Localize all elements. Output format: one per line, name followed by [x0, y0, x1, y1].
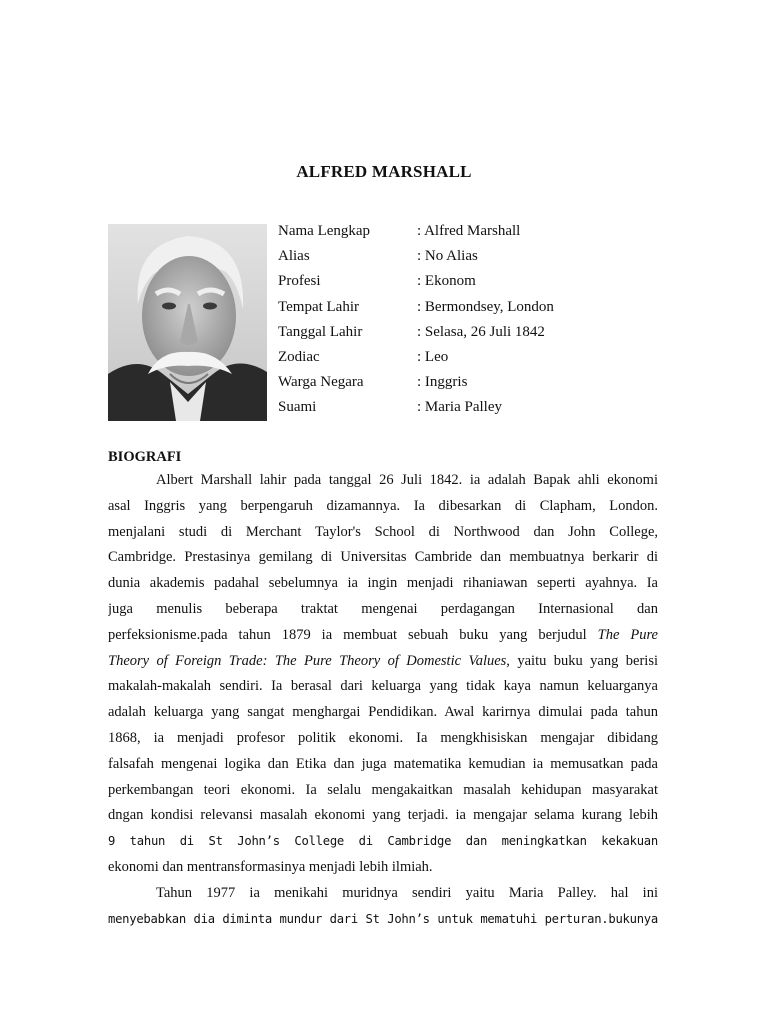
biography-line [108, 623, 658, 649]
profile-value: : Inggris [417, 374, 468, 391]
profile-value: : Alfred Marshall [417, 223, 521, 239]
profile-table [278, 221, 554, 423]
profile-row-spouse [278, 397, 554, 422]
biography-line: 1868, ia menjadi profesor politik ekonomi. Ia mengkhisiskan mengajar dibidang [108, 729, 658, 746]
book-title: The Pure [597, 626, 658, 643]
biography-line: makalah-makalah sendiri. Ia berasal dari keluarga yang tidak kaya namun keluarganya [108, 678, 658, 695]
profile-row-full-name [278, 221, 554, 246]
biography-line: dngan kondisi relevansi masalah ekonomi yang terjadi. ia mengajar selama kurang lebih [108, 807, 658, 824]
biography-heading: BIOGRAFI [108, 449, 182, 465]
profile-label: Alias [278, 248, 310, 265]
page-title: ALFRED MARSHALL [296, 162, 472, 181]
profile-value: : Maria Palley [417, 399, 502, 416]
profile-row-citizenship [278, 372, 554, 397]
biography-line: 9 tahun di St John’s College di Cambridge dan meningkatkan kekakuan [108, 834, 658, 849]
biography-text [108, 468, 658, 932]
biography-line: falsafah mengenai logika dan Etika dan juga matematika kemudian ia memusatkan pada [108, 755, 658, 772]
profile-label: Suami [278, 399, 317, 416]
biography-line: perkembangan teori ekonomi. Ia selalu mengakaitkan masalah kehidupan masyarakat [108, 781, 658, 798]
profile-value: : Bermondsey, London [417, 298, 554, 315]
profile-value: : Leo [417, 348, 449, 365]
profile-row-profession [278, 271, 554, 296]
profile-row-zodiac [278, 347, 554, 372]
profile-label: Tanggal Lahir [278, 323, 363, 340]
biography-line [108, 649, 658, 675]
book-title: Theory of Foreign Trade: The Pure Theory of Domestic Values, [108, 652, 510, 669]
profile-value: : Ekonom [417, 273, 476, 290]
profile-label: Zodiac [278, 348, 320, 365]
biography-line: juga menulis beberapa traktat mengenai perdagangan Internasional dan [108, 600, 658, 617]
profile-label: Nama Lengkap [278, 223, 371, 239]
profile-value: : Selasa, 26 Juli 1842 [417, 323, 545, 340]
biography-text-run: perfeksionisme.pada tahun 1879 ia membuat sebuah buku yang berjudul [108, 626, 598, 643]
profile-label: Warga Negara [278, 374, 364, 391]
profile-row-alias [278, 246, 554, 271]
biography-line: asal Inggris yang berpengaruh dizamannya. Ia dibesarkan di Clapham, London. [108, 497, 658, 514]
biography-line: ekonomi dan mentransformasinya menjadi lebih ilmiah. [108, 858, 433, 875]
biography-line: menjalani studi di Merchant Taylor's School di Northwood dan John College, [108, 523, 658, 540]
profile-row-birthdate [278, 322, 554, 347]
profile-label: Tempat Lahir [278, 298, 359, 315]
biography-line: adalah keluarga yang sangat menghargai Pendidikan. Awal karirnya dimulai pada tahun [108, 704, 658, 721]
biography-line: Cambridge. Prestasinya gemilang di Universitas Cambride dan membuatnya berkarir di [108, 549, 658, 566]
profile-value: : No Alias [417, 248, 478, 265]
biography-line: Tahun 1977 ia menikahi muridnya sendiri yaitu Maria Palley. hal ini [156, 884, 658, 901]
profile-label: Profesi [278, 273, 321, 290]
portrait-photo [108, 224, 267, 421]
biography-line: menyebabkan dia diminta mundur dari St John’s untuk mematuhi perturan.bukunya [108, 911, 658, 926]
profile-row-birthplace [278, 297, 554, 322]
biography-text-run: yaitu buku yang berisi [509, 652, 658, 669]
biography-line: Albert Marshall lahir pada tanggal 26 Juli 1842. ia adalah Bapak ahli ekonomi [156, 472, 658, 488]
biography-line: dunia akademis padahal sebelumnya ia ingin menjadi rihaniawan seperti ayahnya. Ia [108, 575, 658, 592]
